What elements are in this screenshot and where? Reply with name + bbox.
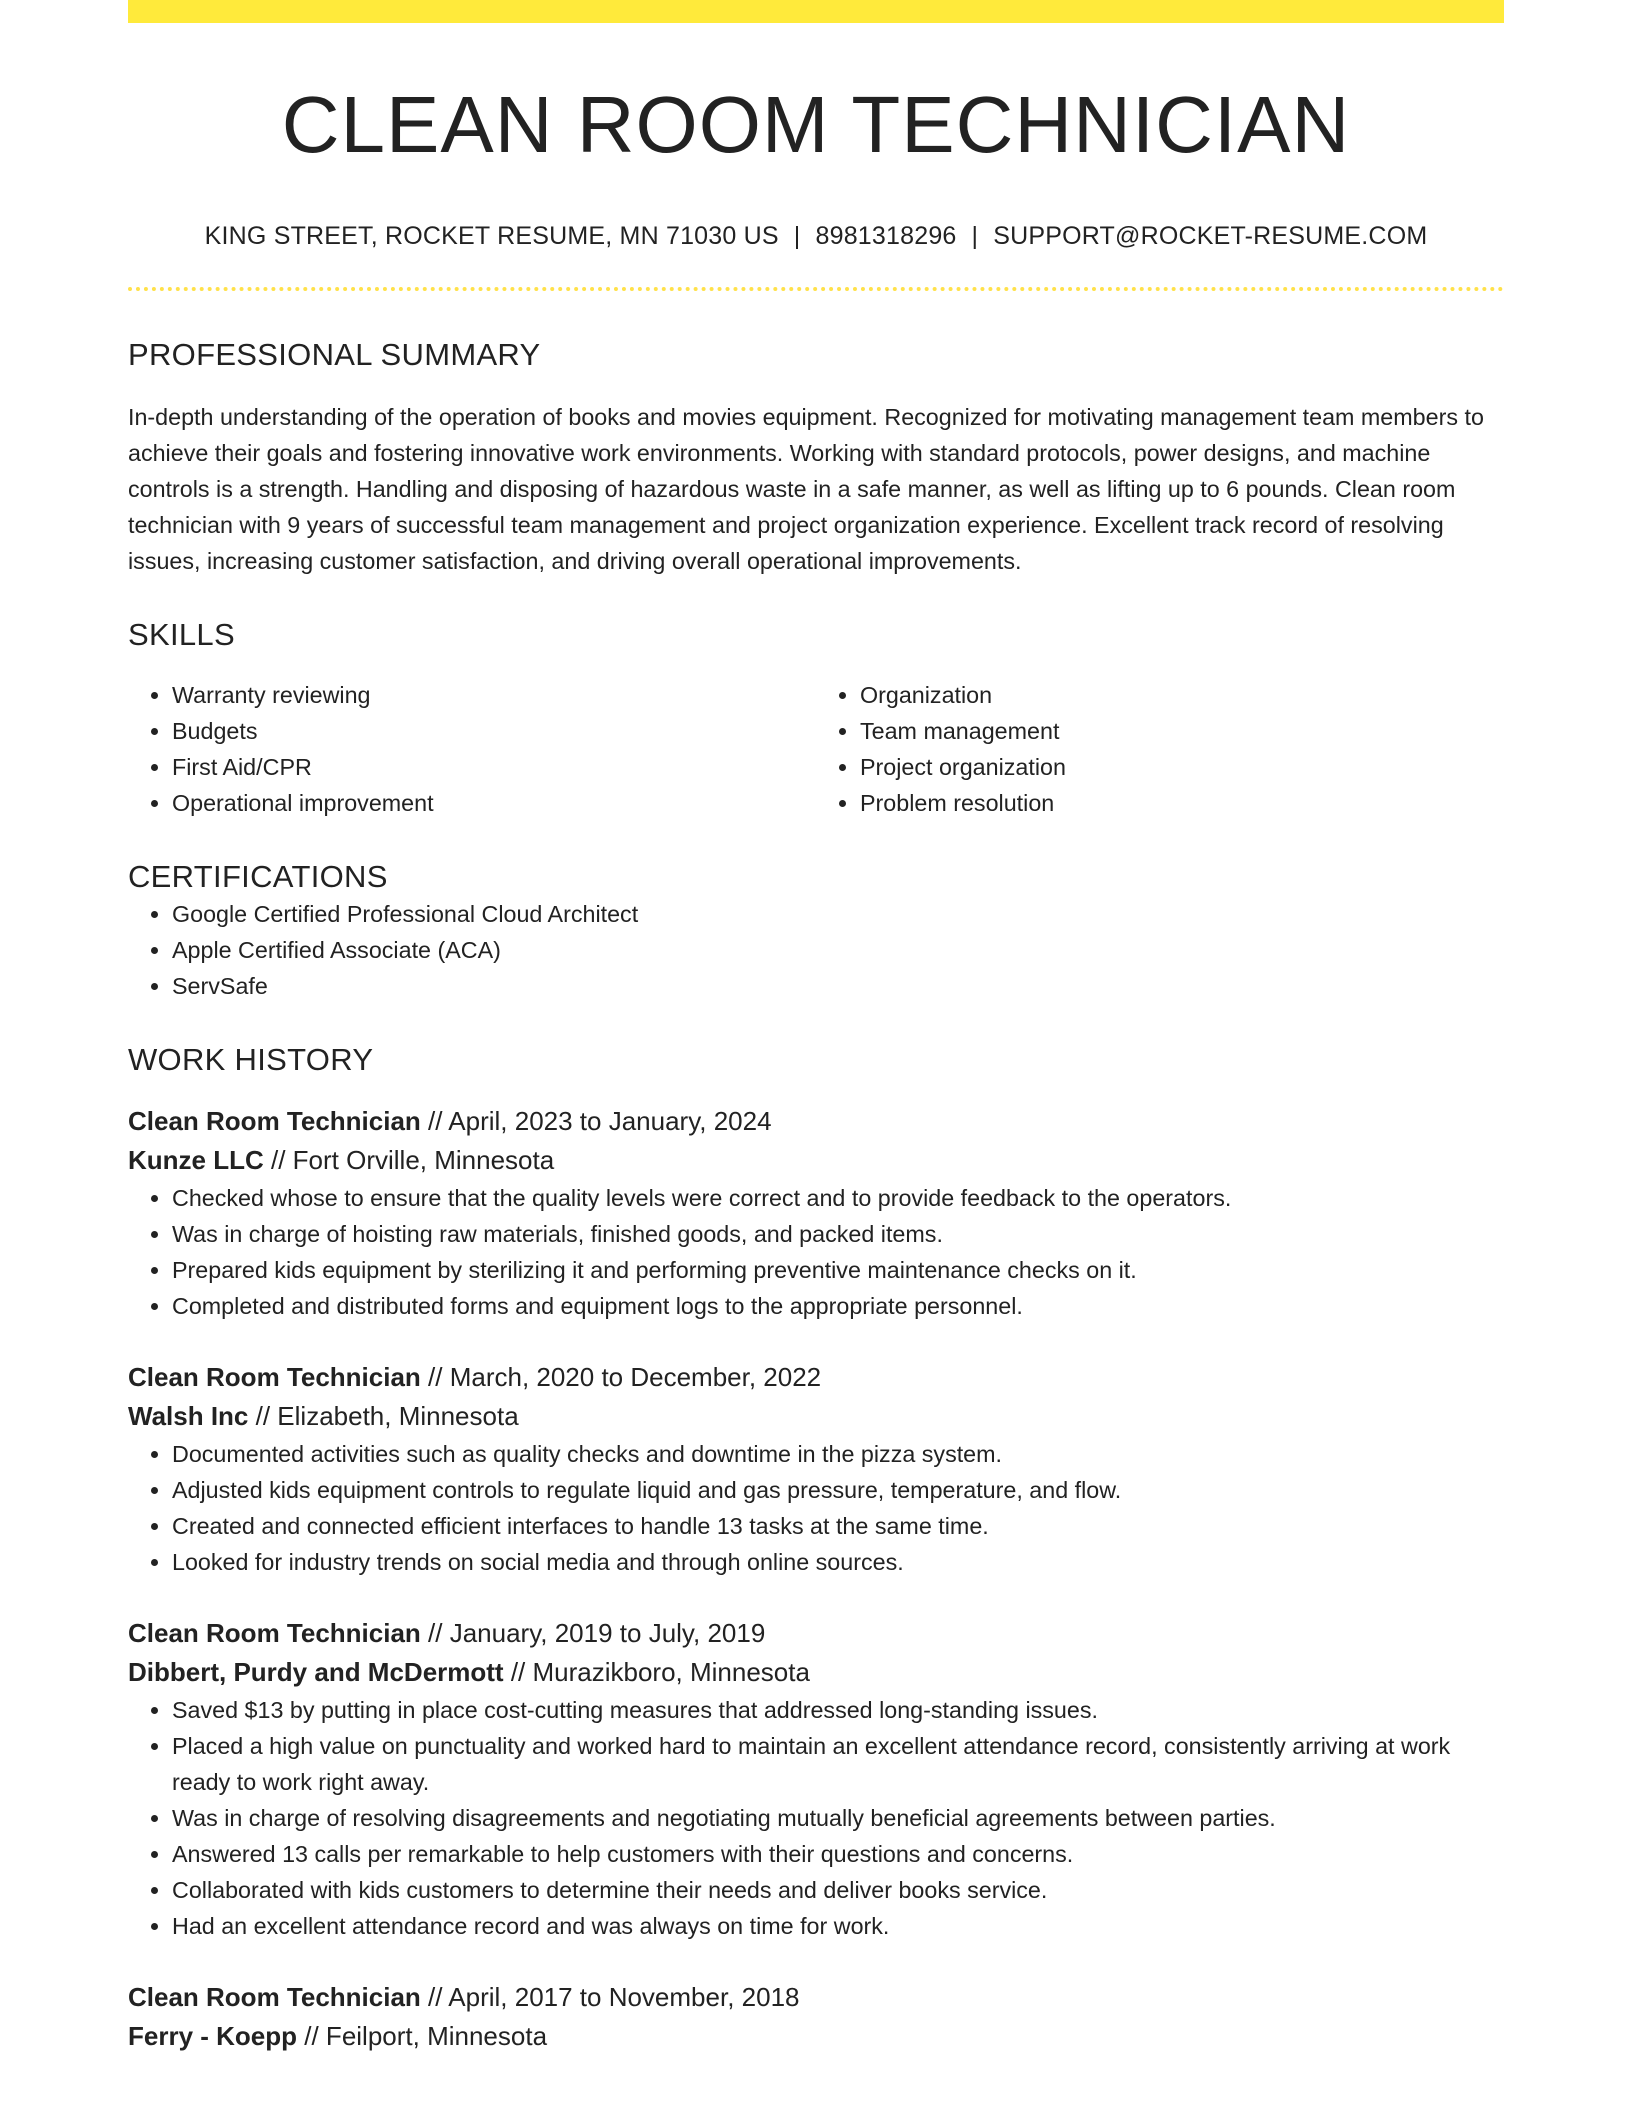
certification-item: • ServSafe (172, 968, 1504, 1004)
skill-item: • Organization (860, 677, 1504, 713)
job-title: Clean Room Technician (128, 1361, 421, 1392)
job-bullet: • Checked whose to ensure that the quality levels were correct and to provide feedback to the operators. (172, 1180, 1504, 1216)
job-bullet: • Had an excellent attendance record and was always on time for work. (172, 1908, 1504, 1944)
jobs-container (128, 1102, 1504, 2056)
job-bullets (128, 1436, 1504, 1580)
certifications-list (128, 896, 1504, 1004)
job-bullets (128, 1180, 1504, 1324)
job-company-line (128, 2017, 1504, 2056)
certification-item: • Apple Certified Associate (ACA) (172, 932, 1504, 968)
job-bullet: • Was in charge of hoisting raw materials, finished goods, and packed items. (172, 1216, 1504, 1252)
job-company: Walsh Inc (128, 1400, 249, 1431)
job-bullet: • Created and connected efficient interfaces to handle 13 tasks at the same time. (172, 1508, 1504, 1544)
job-entry (128, 1978, 1504, 2056)
job-company: Kunze LLC (128, 1144, 264, 1175)
work-history-heading: WORK HISTORY (128, 1041, 374, 1077)
job-bullet: • Documented activities such as quality checks and downtime in the pizza system. (172, 1436, 1504, 1472)
contact-line (128, 221, 1504, 251)
job-location: // Elizabeth, Minnesota (255, 1400, 519, 1431)
job-title-line (128, 1978, 1504, 2017)
resume-title: CLEAN ROOM TECHNICIAN (281, 80, 1351, 169)
job-title-line (128, 1102, 1504, 1141)
job-title: Clean Room Technician (128, 1105, 421, 1136)
skill-item: • Budgets (172, 713, 816, 749)
job-entry (128, 1358, 1504, 1580)
job-location: // Murazikboro, Minnesota (510, 1656, 810, 1687)
job-company: Ferry - Koepp (128, 2020, 298, 2051)
contact-email[interactable]: SUPPORT@ROCKET-RESUME.COM (993, 222, 1428, 250)
skill-item: • Problem resolution (860, 785, 1504, 821)
header-divider (128, 287, 1504, 291)
job-bullet: • Placed a high value on punctuality and worked hard to maintain an excellent attendance record, consistently arriving at work ready to work right away. (172, 1728, 1504, 1800)
skill-item: • First Aid/CPR (172, 749, 816, 785)
contact-address: KING STREET, ROCKET RESUME, MN 71030 US (204, 222, 779, 250)
contact-separator: | (971, 222, 979, 250)
job-bullet: • Prepared kids equipment by sterilizing it and performing preventive maintenance checks on it. (172, 1252, 1504, 1288)
certification-item: • Google Certified Professional Cloud Architect (172, 896, 1504, 932)
contact-separator: | (793, 222, 801, 250)
skills-list-left (128, 677, 816, 821)
accent-bar (128, 0, 1504, 23)
job-bullet: • Adjusted kids equipment controls to regulate liquid and gas pressure, temperature, and flow. (172, 1472, 1504, 1508)
job-bullet: • Saved $13 by putting in place cost-cutting measures that addressed long-standing issues. (172, 1692, 1504, 1728)
skills-list-right (816, 677, 1504, 821)
job-company-line (128, 1653, 1504, 1692)
job-bullet: • Answered 13 calls per remarkable to help customers with their questions and concerns. (172, 1836, 1504, 1872)
skill-item: • Team management (860, 713, 1504, 749)
job-dates: // April, 2023 to January, 2024 (428, 1105, 772, 1136)
job-company: Dibbert, Purdy and McDermott (128, 1656, 504, 1687)
job-bullet: • Completed and distributed forms and equipment logs to the appropriate personnel. (172, 1288, 1504, 1324)
job-bullet: • Looked for industry trends on social media and through online sources. (172, 1544, 1504, 1580)
skills-columns (128, 677, 1504, 821)
job-title-line (128, 1614, 1504, 1653)
job-dates: // January, 2019 to July, 2019 (428, 1617, 766, 1648)
job-title-line (128, 1358, 1504, 1397)
summary-text: In-depth understanding of the operation of books and movies equipment. Recognized for motivating management team members to achieve their goals and fostering innovative work environments. Working with standard protocols, power designs, and machine controls is a strength. Handling and disposing of hazardous waste in a safe manner, as well as lifting up to 6 pounds. Clean room technician with 9 years of successful team management and project organization experience. Excellent track record of resolving issues, increasing customer satisfaction, and driving overall operational improvements. (128, 404, 1484, 575)
job-location: // Fort Orville, Minnesota (271, 1144, 555, 1175)
job-bullets (128, 1692, 1504, 1944)
contact-phone: 8981318296 (815, 222, 957, 250)
resume-page (128, 0, 1504, 2056)
summary-heading: PROFESSIONAL SUMMARY (128, 337, 541, 372)
skills-heading: SKILLS (128, 617, 235, 653)
job-company-line (128, 1141, 1504, 1180)
job-entry (128, 1102, 1504, 1324)
job-entry (128, 1614, 1504, 1944)
job-location: // Feilport, Minnesota (304, 2020, 548, 2051)
job-dates: // April, 2017 to November, 2018 (428, 1981, 800, 2012)
skill-item: • Project organization (860, 749, 1504, 785)
skill-item: • Warranty reviewing (172, 677, 816, 713)
job-bullet: • Collaborated with kids customers to determine their needs and deliver books service. (172, 1872, 1504, 1908)
job-bullet: • Was in charge of resolving disagreements and negotiating mutually beneficial agreements between parties. (172, 1800, 1504, 1836)
skill-item: • Operational improvement (172, 785, 816, 821)
job-dates: // March, 2020 to December, 2022 (428, 1361, 822, 1392)
job-title: Clean Room Technician (128, 1981, 421, 2012)
job-title: Clean Room Technician (128, 1617, 421, 1648)
certifications-heading: CERTIFICATIONS (128, 859, 388, 895)
job-company-line (128, 1397, 1504, 1436)
